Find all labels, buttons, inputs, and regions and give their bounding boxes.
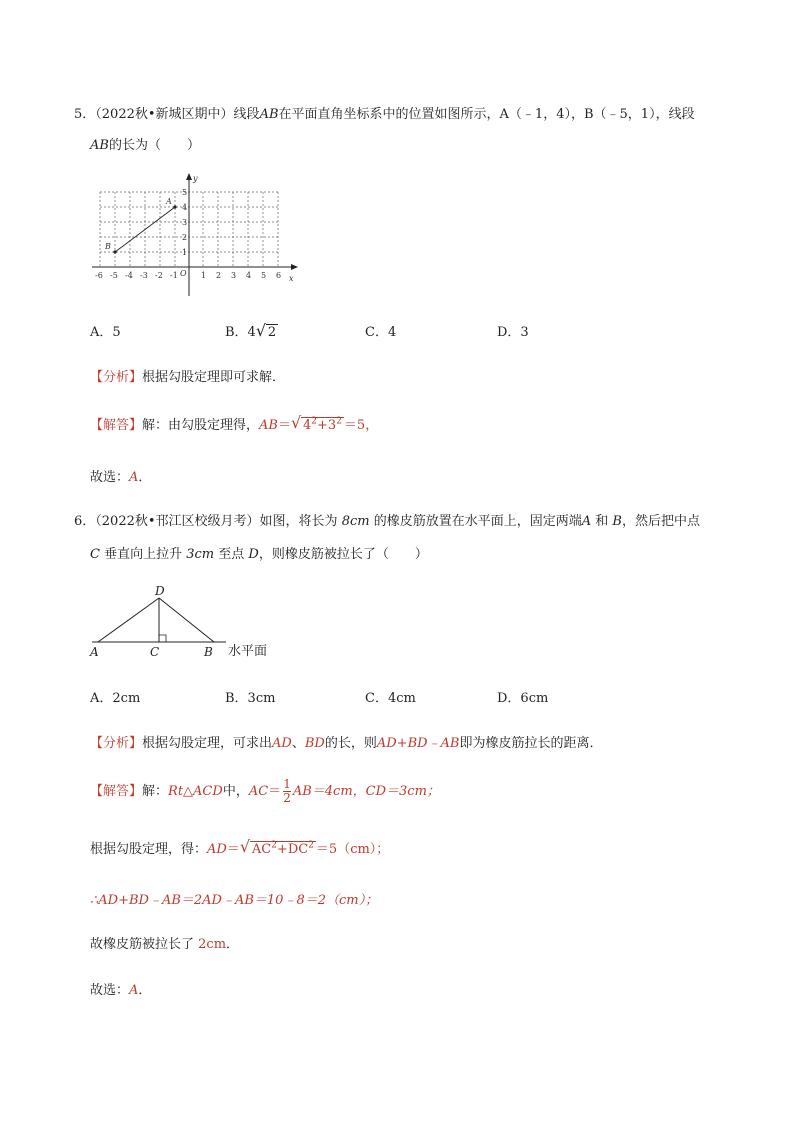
q6-frac-num: 1	[283, 777, 291, 791]
q5-y-arrow	[186, 173, 192, 180]
q6-analysis-tag: 【分析】	[90, 736, 143, 751]
q6-line1-a: 如图，将长为	[259, 514, 342, 529]
q5-option-c[interactable]: C．4	[365, 325, 397, 340]
q6-rt: Rt△ACD	[168, 784, 223, 799]
q6-answer-line3: ∴AD+BD﹣AB＝2AD﹣AB＝10﹣8＝2（cm）；	[90, 893, 379, 908]
q6-pt-b: B	[612, 514, 622, 529]
q5-point-a: A（﹣1，4），	[499, 107, 584, 122]
q5-option-b[interactable]	[225, 321, 278, 340]
q6-and: 和	[591, 514, 613, 529]
q5-label-b: B	[105, 242, 111, 251]
q6-step2-eq: ＝	[226, 842, 240, 857]
q5-y-tick: 4	[182, 203, 188, 212]
q6-stem-line2	[90, 543, 428, 562]
q6-step2-ad: AD	[207, 842, 227, 857]
q5-answer	[90, 414, 378, 433]
q5-answer-result: ＝5，	[343, 418, 379, 433]
q6-answer-mid: 中，	[222, 784, 249, 799]
q6-surface-label: 水平面	[228, 644, 268, 659]
q5-point-b: B（﹣5，1），线段	[583, 107, 695, 122]
q5-y-tick: 1	[182, 248, 188, 257]
q5-y-tick: 2	[182, 233, 188, 242]
q6-pt-d: D	[248, 547, 259, 562]
q6-analysis-expr: AD+BD﹣AB	[376, 736, 460, 751]
q6-analysis-sep: 、	[291, 736, 305, 751]
q5-answer-tag: 【解答】	[90, 418, 143, 433]
q5-choice-val: A	[129, 470, 139, 485]
q6-analysis-bd: BD	[304, 736, 325, 751]
q5-choice	[90, 466, 151, 485]
q6-rise: 3cm	[186, 547, 215, 562]
q6-ac: AC	[248, 784, 269, 799]
q5-seg: AB	[259, 107, 279, 122]
q5-source: （2022秋•新城区期中）	[95, 107, 234, 122]
q5-x-tick: 5	[261, 271, 267, 280]
q6-option-a[interactable]: A．2cm	[90, 691, 141, 706]
q5-x-tick: 3	[231, 271, 237, 280]
q5-option-d[interactable]: D．3	[497, 325, 529, 340]
q5-answer-lead: 解：由勾股定理得，	[142, 418, 260, 433]
q5-x-tick: 4	[246, 271, 252, 280]
q5-x-tick: -5	[110, 271, 118, 280]
q6-analysis-ad: AD	[272, 736, 292, 751]
q5-y-tick: 3	[182, 218, 188, 227]
q6-step4-b: 2cm	[198, 937, 227, 952]
q5-x-tick: -3	[140, 271, 148, 280]
q6-stem-line1	[74, 510, 700, 529]
q6-frac-den: 2	[283, 791, 291, 805]
q6-label-a: A	[90, 645, 99, 659]
q5-answer-exp: 2	[336, 416, 342, 427]
q5-answer-base: 4	[303, 418, 312, 433]
q6-option-d[interactable]: D．6cm	[497, 691, 549, 706]
q6-answer-lead: 解：	[142, 784, 169, 799]
q6-analysis-a: 根据勾股定理，可求出	[142, 736, 273, 751]
q6-answer-line1	[90, 778, 440, 805]
q6-segment-db	[159, 598, 214, 642]
q6-label-c: C	[150, 645, 160, 659]
q6-step4-c: ．	[226, 937, 240, 952]
q6-step2-sqrt: √ $AC^2+DC^2$	[239, 836, 314, 857]
q5-x-tick: 2	[216, 271, 222, 280]
q6-line1-c: ，然后把中点	[621, 514, 700, 529]
q6-line2-a: 垂直向上拉升	[99, 547, 187, 562]
q5-answer-lhs: AB	[259, 418, 278, 433]
q5-origin-label: O	[180, 269, 187, 278]
q6-eq: ＝	[268, 784, 282, 799]
q5-analysis-tag: 【分析】	[90, 370, 143, 385]
q6-segment-ad	[98, 598, 159, 642]
q5-answer-plus: +3	[317, 418, 337, 433]
q6-cd: CD＝3cm；	[365, 784, 440, 799]
q6-len: 8cm	[341, 514, 370, 529]
q5-analysis-text: 根据勾股定理即可求解．	[142, 370, 286, 385]
q5-choice-end: ．	[138, 470, 152, 485]
q5-answer-exp: 2	[311, 416, 318, 427]
q6-fraction	[283, 778, 291, 805]
q6-label-d: D	[155, 584, 165, 598]
q6-choice-lead: 故选：	[90, 983, 130, 998]
q5-option-b-text: B．4	[225, 325, 256, 340]
q6-analysis-b: 的长，则	[324, 736, 377, 751]
q6-right-angle-mark	[159, 635, 166, 642]
q5-number: 5．	[74, 107, 96, 122]
q6-ab-eq: AB＝4cm，	[292, 784, 366, 799]
q6-step2-rad-b: +DC	[276, 842, 309, 857]
q6-step2-lead: 根据勾股定理，得：	[90, 842, 208, 857]
q5-option-a[interactable]: A．5	[90, 325, 121, 340]
q6-pt-a: A	[581, 514, 592, 529]
q6-number: 6．	[74, 514, 96, 529]
q5-x-tick: 1	[201, 271, 207, 280]
q6-step2-exp: 2	[271, 840, 277, 851]
q6-choice-val: A	[129, 983, 139, 998]
q6-step2-rad-a: AC	[251, 842, 272, 857]
q5-stem-line2	[90, 134, 200, 153]
q6-line2-b: 至点	[214, 547, 249, 562]
q5-y-label: y	[193, 174, 198, 183]
q5-point-a-dot	[173, 205, 176, 208]
q6-step2-exp: 2	[308, 840, 314, 851]
q5-x-tick: -1	[170, 271, 178, 280]
q5-label-a: A	[166, 197, 172, 206]
q5-stem-b: 在平面直角坐标系中的位置如图所示，	[278, 107, 500, 122]
q6-source: （2022秋•邗江区校级月考）	[95, 514, 260, 529]
q5-stem-line1	[74, 103, 695, 122]
q5-option-b-root: 2	[267, 325, 277, 340]
q6-step2-res: ＝5（cm）；	[315, 842, 390, 857]
q6-line2-c: ，则橡皮筋被拉长了（ ）	[258, 547, 428, 562]
q6-choice	[90, 979, 151, 998]
q5-x-label: x	[289, 274, 294, 283]
q6-analysis-c: 即为橡皮筋拉长的距离．	[459, 736, 603, 751]
q5-line2-seg: AB	[90, 138, 109, 153]
q6-step4-a: 故橡皮筋被拉长了	[90, 937, 199, 952]
q6-answer-line2	[90, 838, 389, 857]
q5-stem-a: 线段	[233, 107, 260, 122]
q5-y-tick: 5	[182, 188, 188, 197]
q5-line2-rest: 的长为（ ）	[108, 138, 200, 153]
q6-analysis	[90, 732, 603, 751]
q5-x-tick: 6	[276, 271, 282, 280]
q5-choice-lead: 故选：	[90, 470, 130, 485]
q6-option-c[interactable]: C．4cm	[365, 691, 416, 706]
q6-choice-end: ．	[138, 983, 152, 998]
q5-analysis	[90, 366, 285, 385]
q5-point-b-dot	[113, 250, 116, 253]
q5-answer-sqrt: √ $4^2+3^2$	[291, 412, 342, 433]
q5-x-tick: -6	[95, 271, 103, 280]
q6-answer-line4	[90, 933, 239, 952]
q5-x-tick: -2	[155, 271, 163, 280]
q5-coordinate-graph	[86, 170, 306, 300]
q6-answer-tag: 【解答】	[90, 784, 143, 799]
q6-line1-b: 的橡皮筋放置在水平面上，固定两端	[369, 514, 582, 529]
q6-label-b: B	[204, 645, 213, 659]
q6-option-b[interactable]: B．3cm	[225, 691, 276, 706]
q5-x-arrow	[291, 264, 298, 270]
q6-line2-c-pt: C	[90, 547, 100, 562]
q5-x-tick: -4	[125, 271, 133, 280]
q6-figure	[86, 580, 286, 662]
q5-answer-eq: ＝	[277, 418, 291, 433]
q5-option-b-sqrt: √ 2	[255, 321, 277, 340]
